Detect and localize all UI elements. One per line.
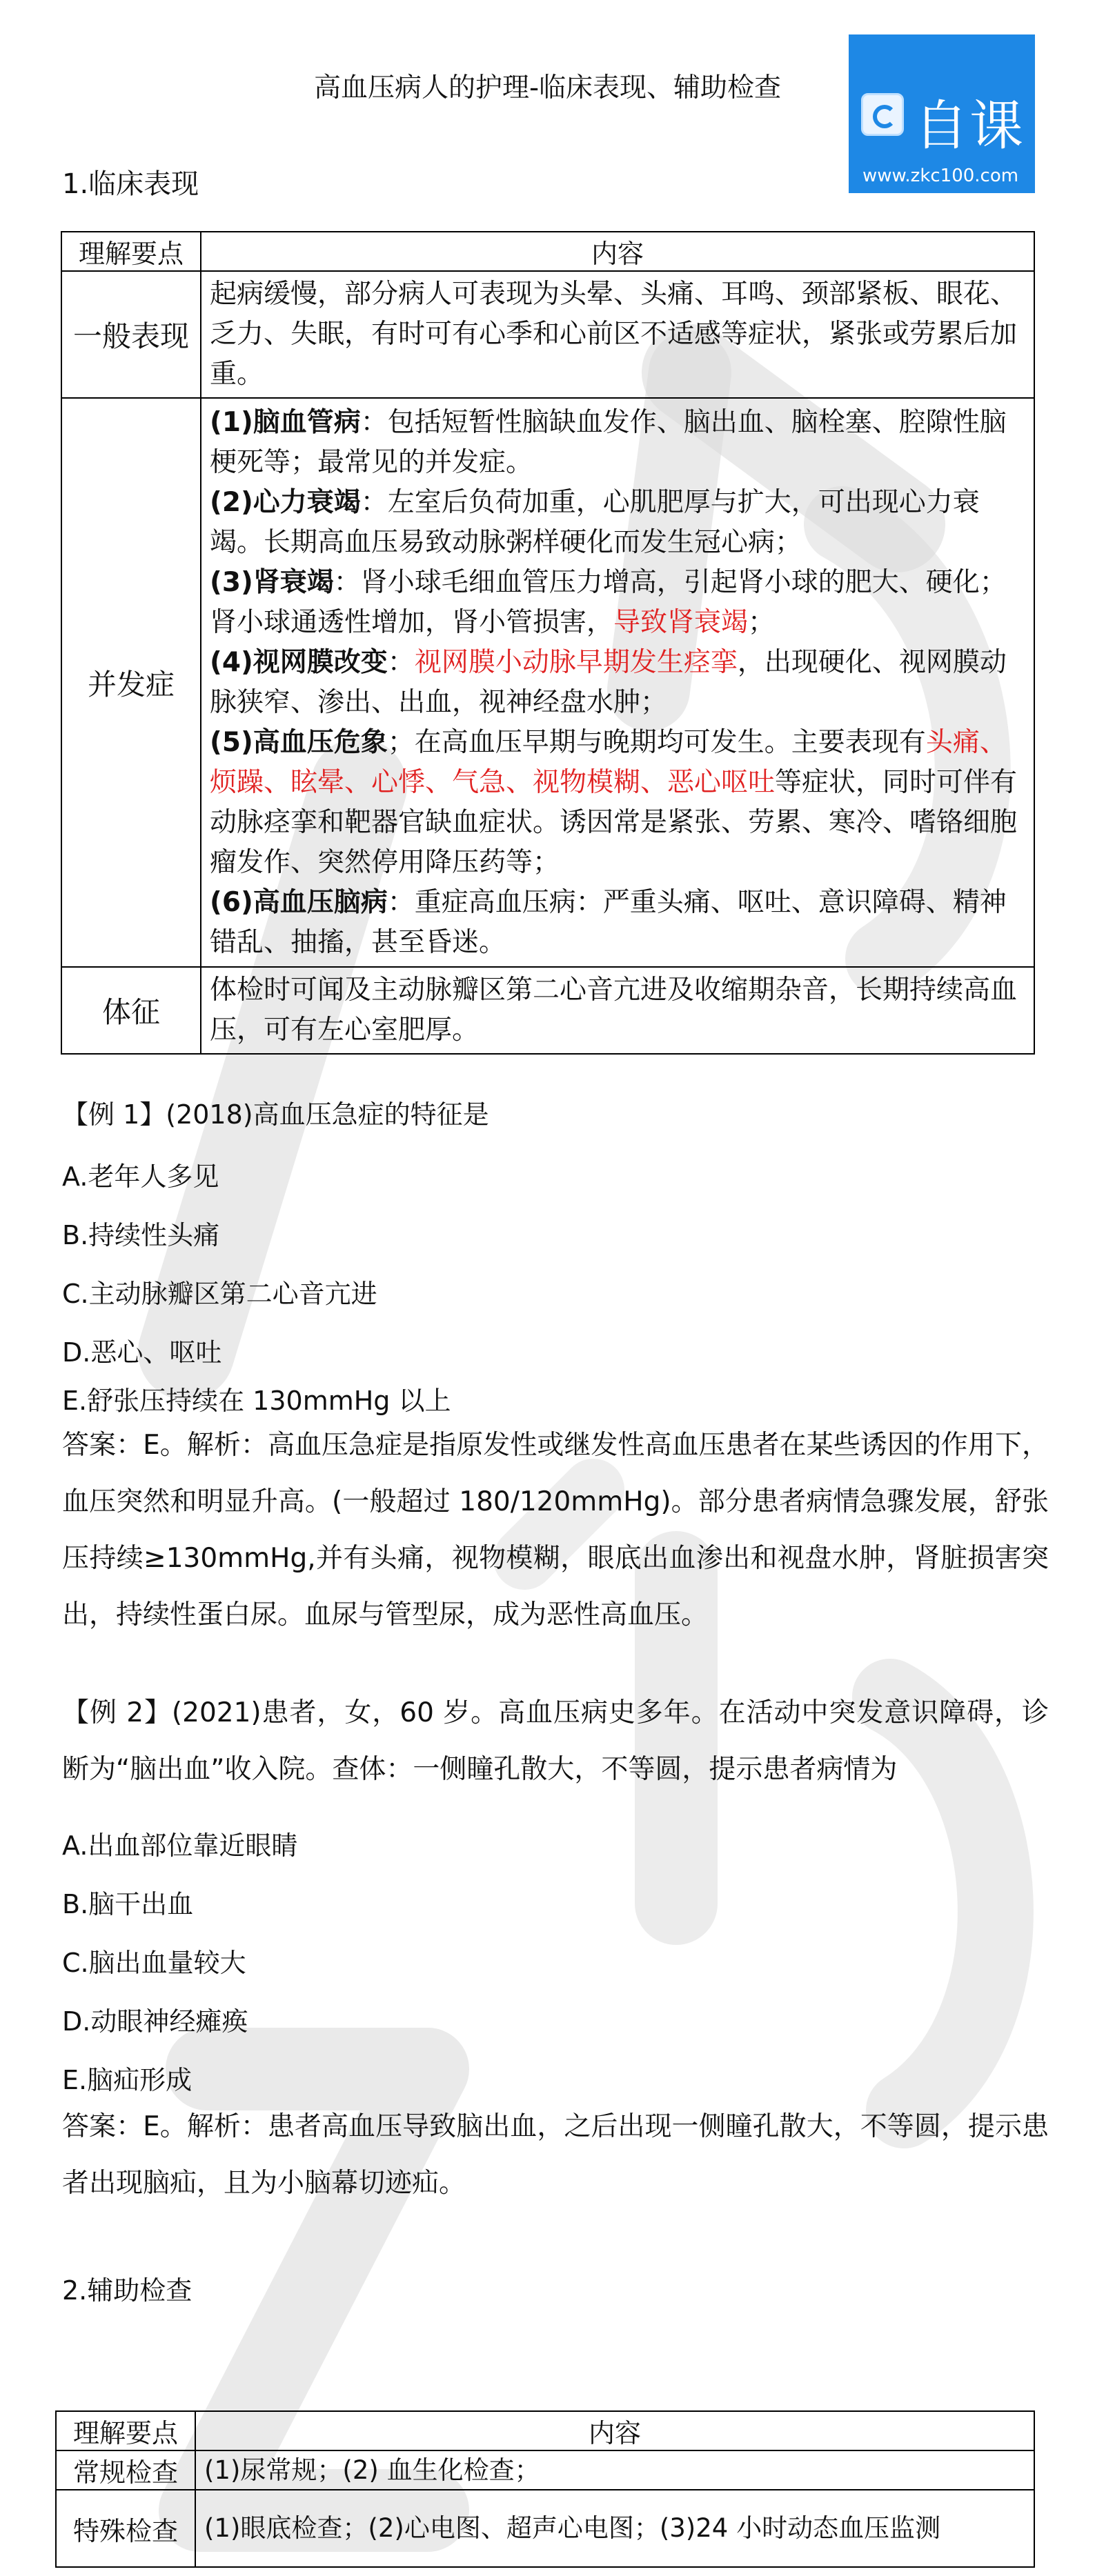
row-content-general: 起病缓慢，部分病人可表现为头晕、头痛、耳鸣、颈部紧板、眼花、乏力、失眠，有时可有心季和心前区不适感等症状，紧张或劳累后加重。 [201,271,1034,398]
complication-item-1: (1)脑血管病：包括短暂性脑缺血发作、脑出血、脑栓塞、腔隙性脑梗死等；最常见的并发症。 [210,406,1007,478]
table-row-complication [61,398,1034,967]
example1-option-e: E.舒张压持续在 130mmHg 以上 [62,1386,451,1416]
example1-option-c: C.主动脉瓣区第二心音亢进 [62,1279,377,1309]
table-row-routine [56,2450,1034,2490]
row-content-signs: 体检时可闻及主动脉瓣区第二心音亢进及收缩期杂音，长期持续高血压，可有左心室肥厚。 [201,967,1034,1054]
table-header-row [61,232,1034,271]
example2-option-b: B.脑干出血 [62,1889,194,1919]
complication-item-3: (3)肾衰竭：肾小球毛细血管压力增高，引起肾小球的肥大、硬化；肾小球通透性增加，肾小管损害，导致肾衰竭； [210,566,1007,638]
row-content-routine: (1)尿常规；(2) 血生化检查； [195,2450,1034,2490]
example2-option-a: A.出血部位靠近眼睛 [62,1830,298,1861]
table-header-row [56,2411,1034,2450]
logo-name: 自课 [914,95,1025,157]
table-row-general [61,271,1034,398]
auxiliary-table [55,2410,1035,2568]
example2-answer: 答案：E。解析：患者高血压导致脑出血，之后出现一侧瞳孔散大，不等圆，提示患者出现脑疝，且为小脑幕切迹疝。 [62,2111,1049,2199]
section2-heading: 2.辅助检查 [62,2275,193,2306]
table-row-special [56,2490,1034,2567]
section1-heading: 1.临床表现 [62,168,199,200]
example1-option-b: B.持续性头痛 [62,1220,220,1250]
col-header-key: 理解要点 [61,232,201,271]
row-content-complication [201,398,1034,967]
complication-item-4: (4)视网膜改变：视网膜小动脉早期发生痉挛，出现硬化、视网膜动脉狭窄、渗出、出血，视神经盘水肿； [210,646,1007,718]
example1-answer: 答案：E。解析：高血压急症是指原发性或继发性高血压患者在某些诱因的作用下，血压突然和明显升高。(一般超过 180/120mmHg)。部分患者病情急骤发展，舒张压持续≥130mmHg,并有头痛，视物模糊，眼底出血渗出和视盘水肿，肾脏损害突出，持续性蛋白尿。血尿与管型尿，成为恶性高血压。 [62,1430,1049,1630]
example1-option-a: A.老年人多见 [62,1161,219,1192]
complication-item-5: (5)高血压危象；在高血压早期与晚期均可发生。主要表现有头痛、烦躁、眩晕、心悸、气急、视物模糊、恶心呕吐等症状，同时可伴有动脉痉挛和靶器官缺血症状。诱因常是紧张、劳累、寒冷、嗜铬细胞瘤发作、突然停用降压药等； [210,726,1018,878]
row-label-signs: 体征 [61,967,201,1054]
row-label-general: 一般表现 [61,271,201,398]
row-label-complication: 并发症 [61,398,201,967]
example1-stem: 【例 1】(2018)高血压急症的特征是 [62,1099,489,1130]
example2-stem: 【例 2】(2021)患者，女，60 岁。高血压病史多年。在活动中突发意识障碍，诊断为“脑出血”收入院。查体：一侧瞳孔散大，不等圆，提示患者病情为 [62,1697,1049,1785]
logo-url: www.zkc100.com [862,166,1019,186]
row-content-special: (1)眼底检查；(2)心电图、超声心电图；(3)24 小时动态血压监测 [195,2490,1034,2567]
example2-option-e: E.脑疝形成 [62,2065,193,2095]
row-label-special: 特殊检查 [56,2490,195,2567]
clinical-table [61,231,1035,1055]
col-header-content: 内容 [195,2411,1034,2450]
table-row-signs [61,967,1034,1054]
example2-option-d: D.动眼神经瘫痪 [62,2006,248,2037]
col-header-key: 理解要点 [56,2411,195,2450]
example1-option-d: D.恶心、呕吐 [62,1337,222,1368]
row-label-routine: 常规检查 [56,2450,195,2490]
complication-item-2: (2)心力衰竭：左室后负荷加重，心肌肥厚与扩大，可出现心力衰竭。长期高血压易致动脉粥样硬化而发生冠心病； [210,486,980,558]
logo [849,34,1035,193]
complication-item-6: (6)高血压脑病：重症高血压病：严重头痛、呕吐、意识障碍、精神错乱、抽搐，甚至昏迷。 [210,886,1007,958]
example2-option-c: C.脑出血量较大 [62,1948,246,1978]
col-header-content: 内容 [201,232,1034,271]
page-title: 高血压病人的护理-临床表现、辅助检查 [313,72,782,103]
